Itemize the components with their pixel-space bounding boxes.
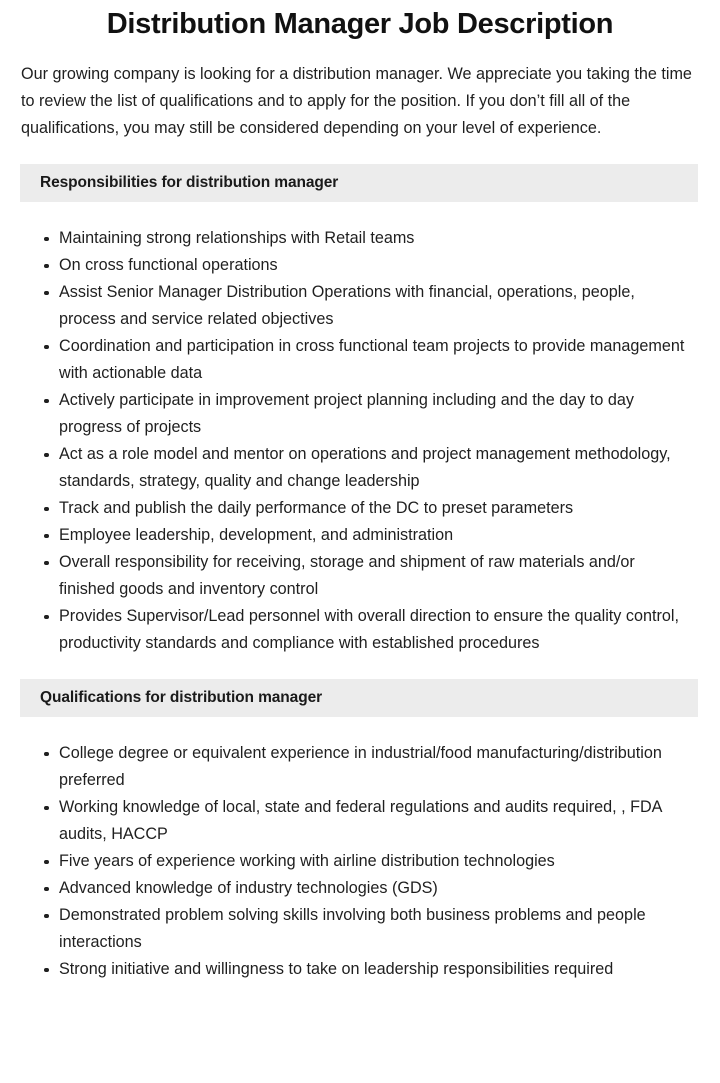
list-item: Demonstrated problem solving skills involving both business problems and people interactions [0,902,720,956]
list-item: Coordination and participation in cross functional team projects to provide management with actionable data [0,333,720,387]
section-responsibilities [0,164,720,657]
section-header-qualifications [20,679,698,717]
list-item: Assist Senior Manager Distribution Operations with financial, operations, people, process and service related objectives [0,279,720,333]
section-heading-label: Qualifications for distribution manager [40,689,323,706]
list-item: Overall responsibility for receiving, storage and shipment of raw materials and/or finished goods and inventory control [0,549,720,603]
section-header-responsibilities [20,164,698,202]
page-title: Distribution Manager Job Description [106,8,614,40]
list-item: Provides Supervisor/Lead personnel with overall direction to ensure the quality control, productivity standards and compliance with established procedures [0,603,720,657]
list-item: Actively participate in improvement project planning including and the day to day progress of projects [0,387,720,441]
list-item: Five years of experience working with airline distribution technologies [0,848,720,875]
section-heading-label: Responsibilities for distribution manager [40,174,339,191]
list-item: Advanced knowledge of industry technologies (GDS) [0,875,720,902]
section-qualifications [0,679,720,983]
list-item: Act as a role model and mentor on operations and project management methodology, standards, strategy, quality and change leadership [0,441,720,495]
list-item: Maintaining strong relationships with Retail teams [0,225,720,252]
list-item: College degree or equivalent experience in industrial/food manufacturing/distribution preferred [0,740,720,794]
list-item: Strong initiative and willingness to take on leadership responsibilities required [0,956,720,983]
list-item: Working knowledge of local, state and federal regulations and audits required, , FDA audits, HACCP [0,794,720,848]
list-item: On cross functional operations [0,252,720,279]
list-item: Track and publish the daily performance of the DC to preset parameters [0,495,720,522]
responsibilities-list [0,225,720,657]
qualifications-list [0,740,720,983]
intro-paragraph: Our growing company is looking for a distribution manager. We appreciate you taking the time to review the list of qualifications and to apply for the position. If you don’t fill all of the qualifications, you may still be considered depending on your level of experience. [21,65,692,137]
list-item: Employee leadership, development, and administration [0,522,720,549]
page-bottom-spacer [0,983,720,1027]
